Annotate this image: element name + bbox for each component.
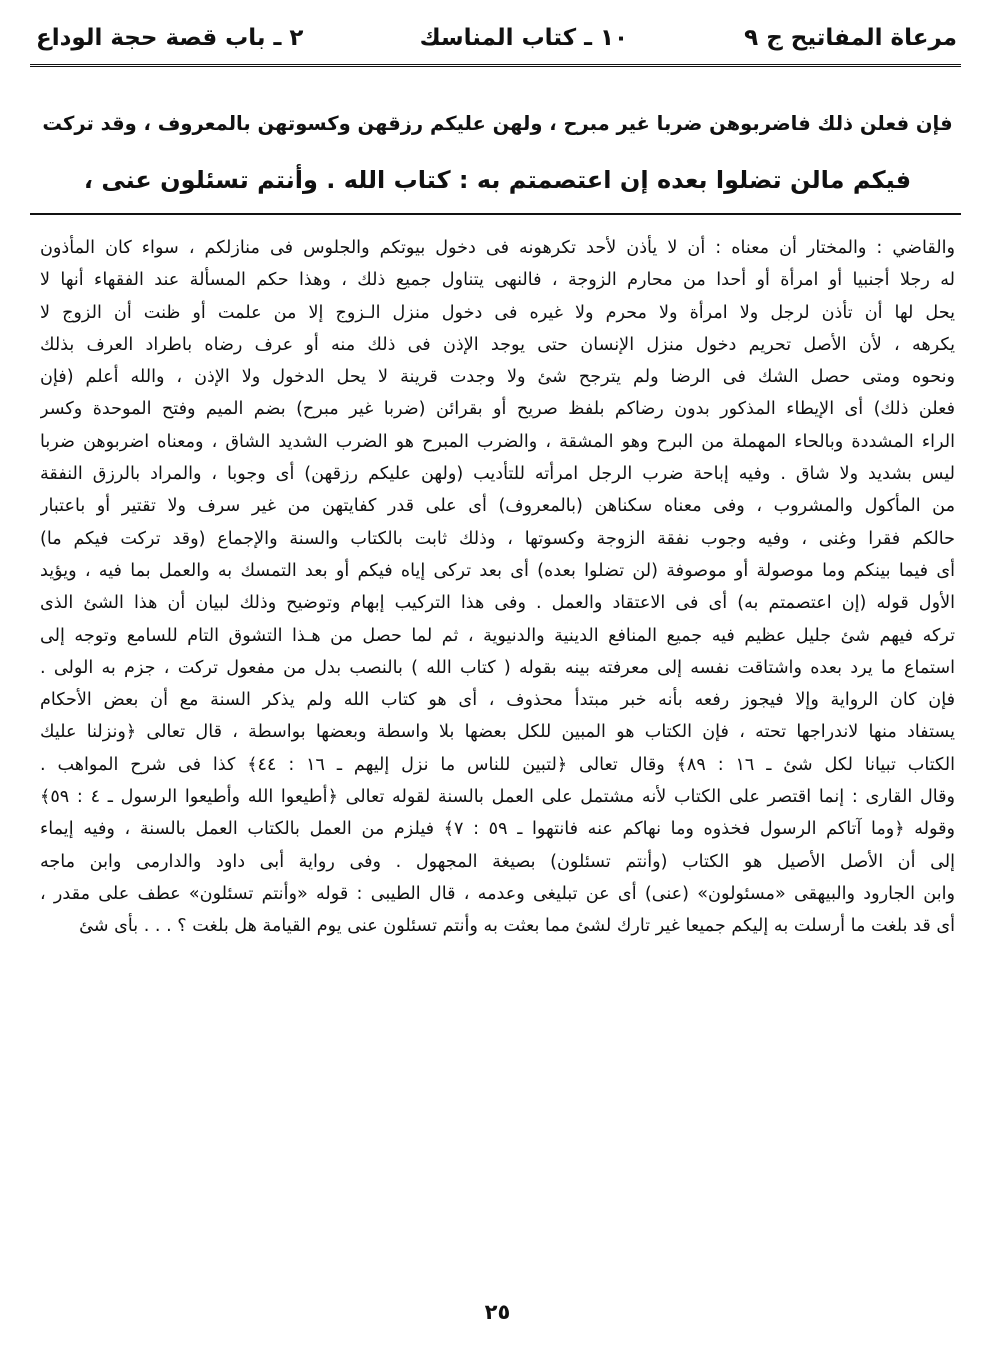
commentary-line: إلى أن الأصل الأصيل هو الكتاب (وأنتم تسئلون) بصيغة المجهول . وفى رواية أبى داود والدارمى وابن ماجه [40,851,955,872]
commentary-line: الأول قوله (إن اعتصمتم به) أى فى الاعتقاد والعمل . وفى هذا التركيب إبهام وتوضيح وذلك لبيان أن هذا الشئ الذى [40,593,955,614]
book-title: مرعاة المفاتيح ج ٩ [744,25,957,51]
commentary-line: يستفاد منها لاندراجها تحته ، فإن الكتاب هو المبين للكل بعضها بلا واسطة وبعضها بواسطة ، قال تعالى ﴿ونزلنا عليك [40,722,955,743]
commentary-line: وقوله ﴿وما آتاكم الرسول فخذوه وما نهاكم عنه فانتهوا ـ ٥٩ : ٧﴾ فيلزم من العمل بالكتاب العمل بالسنة ، وفيه إيماء [40,819,955,840]
commentary-line: له رجلا أجنبيا أو امرأة أو أحدا من محارم الزوجة ، فالنهى يتناول جميع ذلك ، وهذا حكم المسألة عند الفقهاء أنها لا [40,270,955,291]
page-number: ٢٥ [484,1300,511,1324]
commentary-line: تركه فيهم شئ جليل عظيم فيه جميع المنافع الدينية والدنيوية ، ثم لما حصل من هـذا التشوق التام للسامع وتوجه إلى [40,625,955,646]
hadith-text [40,96,955,208]
commentary-line: ليس بشديد ولا شاق . وفيه إباحة ضرب الرجل امرأته للتأديب (ولهن عليكم رزقهن) أى وجوبا ، والمراد بالرزق النفقة [40,464,955,485]
commentary-line: الراء المشددة وبالحاء المهملة من البرح وهو المشقة ، والضرب المبرح هو الضرب الشديد الشاق ، ومعناه اضربوهن ضربا [40,431,955,452]
commentary-line: يحل لها أن تأذن لرجل ولا امرأة ولا محرم ولا غيره فى دخول منزل الـزوج إلا من علمت أو ظنت أن الزوج لا [40,302,955,323]
commentary-line: والقاضي : والمختار أن معناه : أن لا يأذن لأحد تكرهونه فى دخول بيوتكم والجلوس فى منازلكم ، سواء كان المأذون [40,238,955,258]
commentary-line: الكتاب تبيانا لكل شئ ـ ١٦ : ٨٩﴾ وقال تعالى ﴿لتبين للناس ما نزل إليهم ـ ١٦ : ٤٤﴾ كذا فى شرح المواهب . [40,754,955,775]
section-title: ٢ ـ باب قصة حجة الوداع [36,25,304,51]
commentary-line: وابن الجارود والبيهقى «مسئولون» (عنى) أى عن تبليغى وعدمه ، قال الطيبى : قوله «وأنتم تسئلون» عطف على مقدر ، [40,883,955,904]
hadith-line: فإن فعلن ذلك فاضربوهن ضربا غير مبرح ، ولهن عليكم رزقهن وكسوتهن بالمعروف ، وقد تركت [42,112,953,135]
commentary-line: وقال القارى : إنما اقتصر على الكتاب لأنه مشتمل على العمل بالسنة لقوله تعالى ﴿أطيعوا الله وأطيعوا الرسول ـ ٤ : ٥٩﴾ [40,787,955,808]
page-header [36,18,957,58]
chapter-title: ١٠ ـ كتاب المناسك [419,25,629,51]
commentary-line: حالكم فقرا وغنى ، وفيه وجوب نفقة الزوجة وكسوتها ، وذلك ثابت بالكتاب والسنة والإجماع (وقد تركت فيكم ما) [40,528,955,549]
commentary-line: فعلن ذلك) أى الإيطاء المذكور بدون رضاكم بلفظ صريح أو بقرائن (ضربا غير مبرح) بضم الميم وفتح الموحدة وكسر [40,399,955,420]
header-divider [30,64,961,67]
commentary-line: استماع ما يرد بعده واشتاقت نفسه إلى معرفته بينه بقوله ( كتاب الله ) بالنصب بدل من مفعول تركت ، جزم به الولى . [40,657,955,678]
commentary-line: ونحوه ومتى حصل الشك فى الرضا ولم يترجح شئ ولا وجدت قرينة لا يحل الدخول ولا الإذن ، والله أعلم (فإن [40,367,955,388]
text-divider [30,213,961,215]
commentary-line: أى فيما بينكم وما موصولة أو موصوفة (لن تضلوا بعده) أى بعد تركى إياه فيكم أو بعد التمسك به والعمل بما فيه ، ويؤيد [40,560,955,581]
commentary-line: أى قد بلغت ما أرسلت به إليكم جميعا غير تارك لشئ مما بعثت به وأنتم تسئلون عنى يوم القيامة هل بلغت ؟ . . . بأى شئ [79,916,955,937]
commentary-line: يكرهه ، لأن الأصل تحريم دخول منزل الإنسان حتى يوجد الإذن فى ذلك منه أو عرف رضاه باطراد العرف بذلك [40,334,955,355]
commentary-line: من المأكول والمشروب ، وفى معناه سكناهن (بالمعروف) أى على قدر كفايتهن من غير سرف ولا تقتير أو باعتبار [40,496,955,517]
commentary-line: فإن كان الرواية وإلا فيجوز رفعه بأنه خبر مبتدأ محذوف ، أى هو كتاب الله ولم يذكر السنة مع أن بعض الأحكام [40,690,955,711]
hadith-line: فيكم مالن تضلوا بعده إن اعتصمتم به : كتاب الله . وأنتم تسئلون عنى ، [83,166,912,194]
commentary-text [40,232,955,943]
